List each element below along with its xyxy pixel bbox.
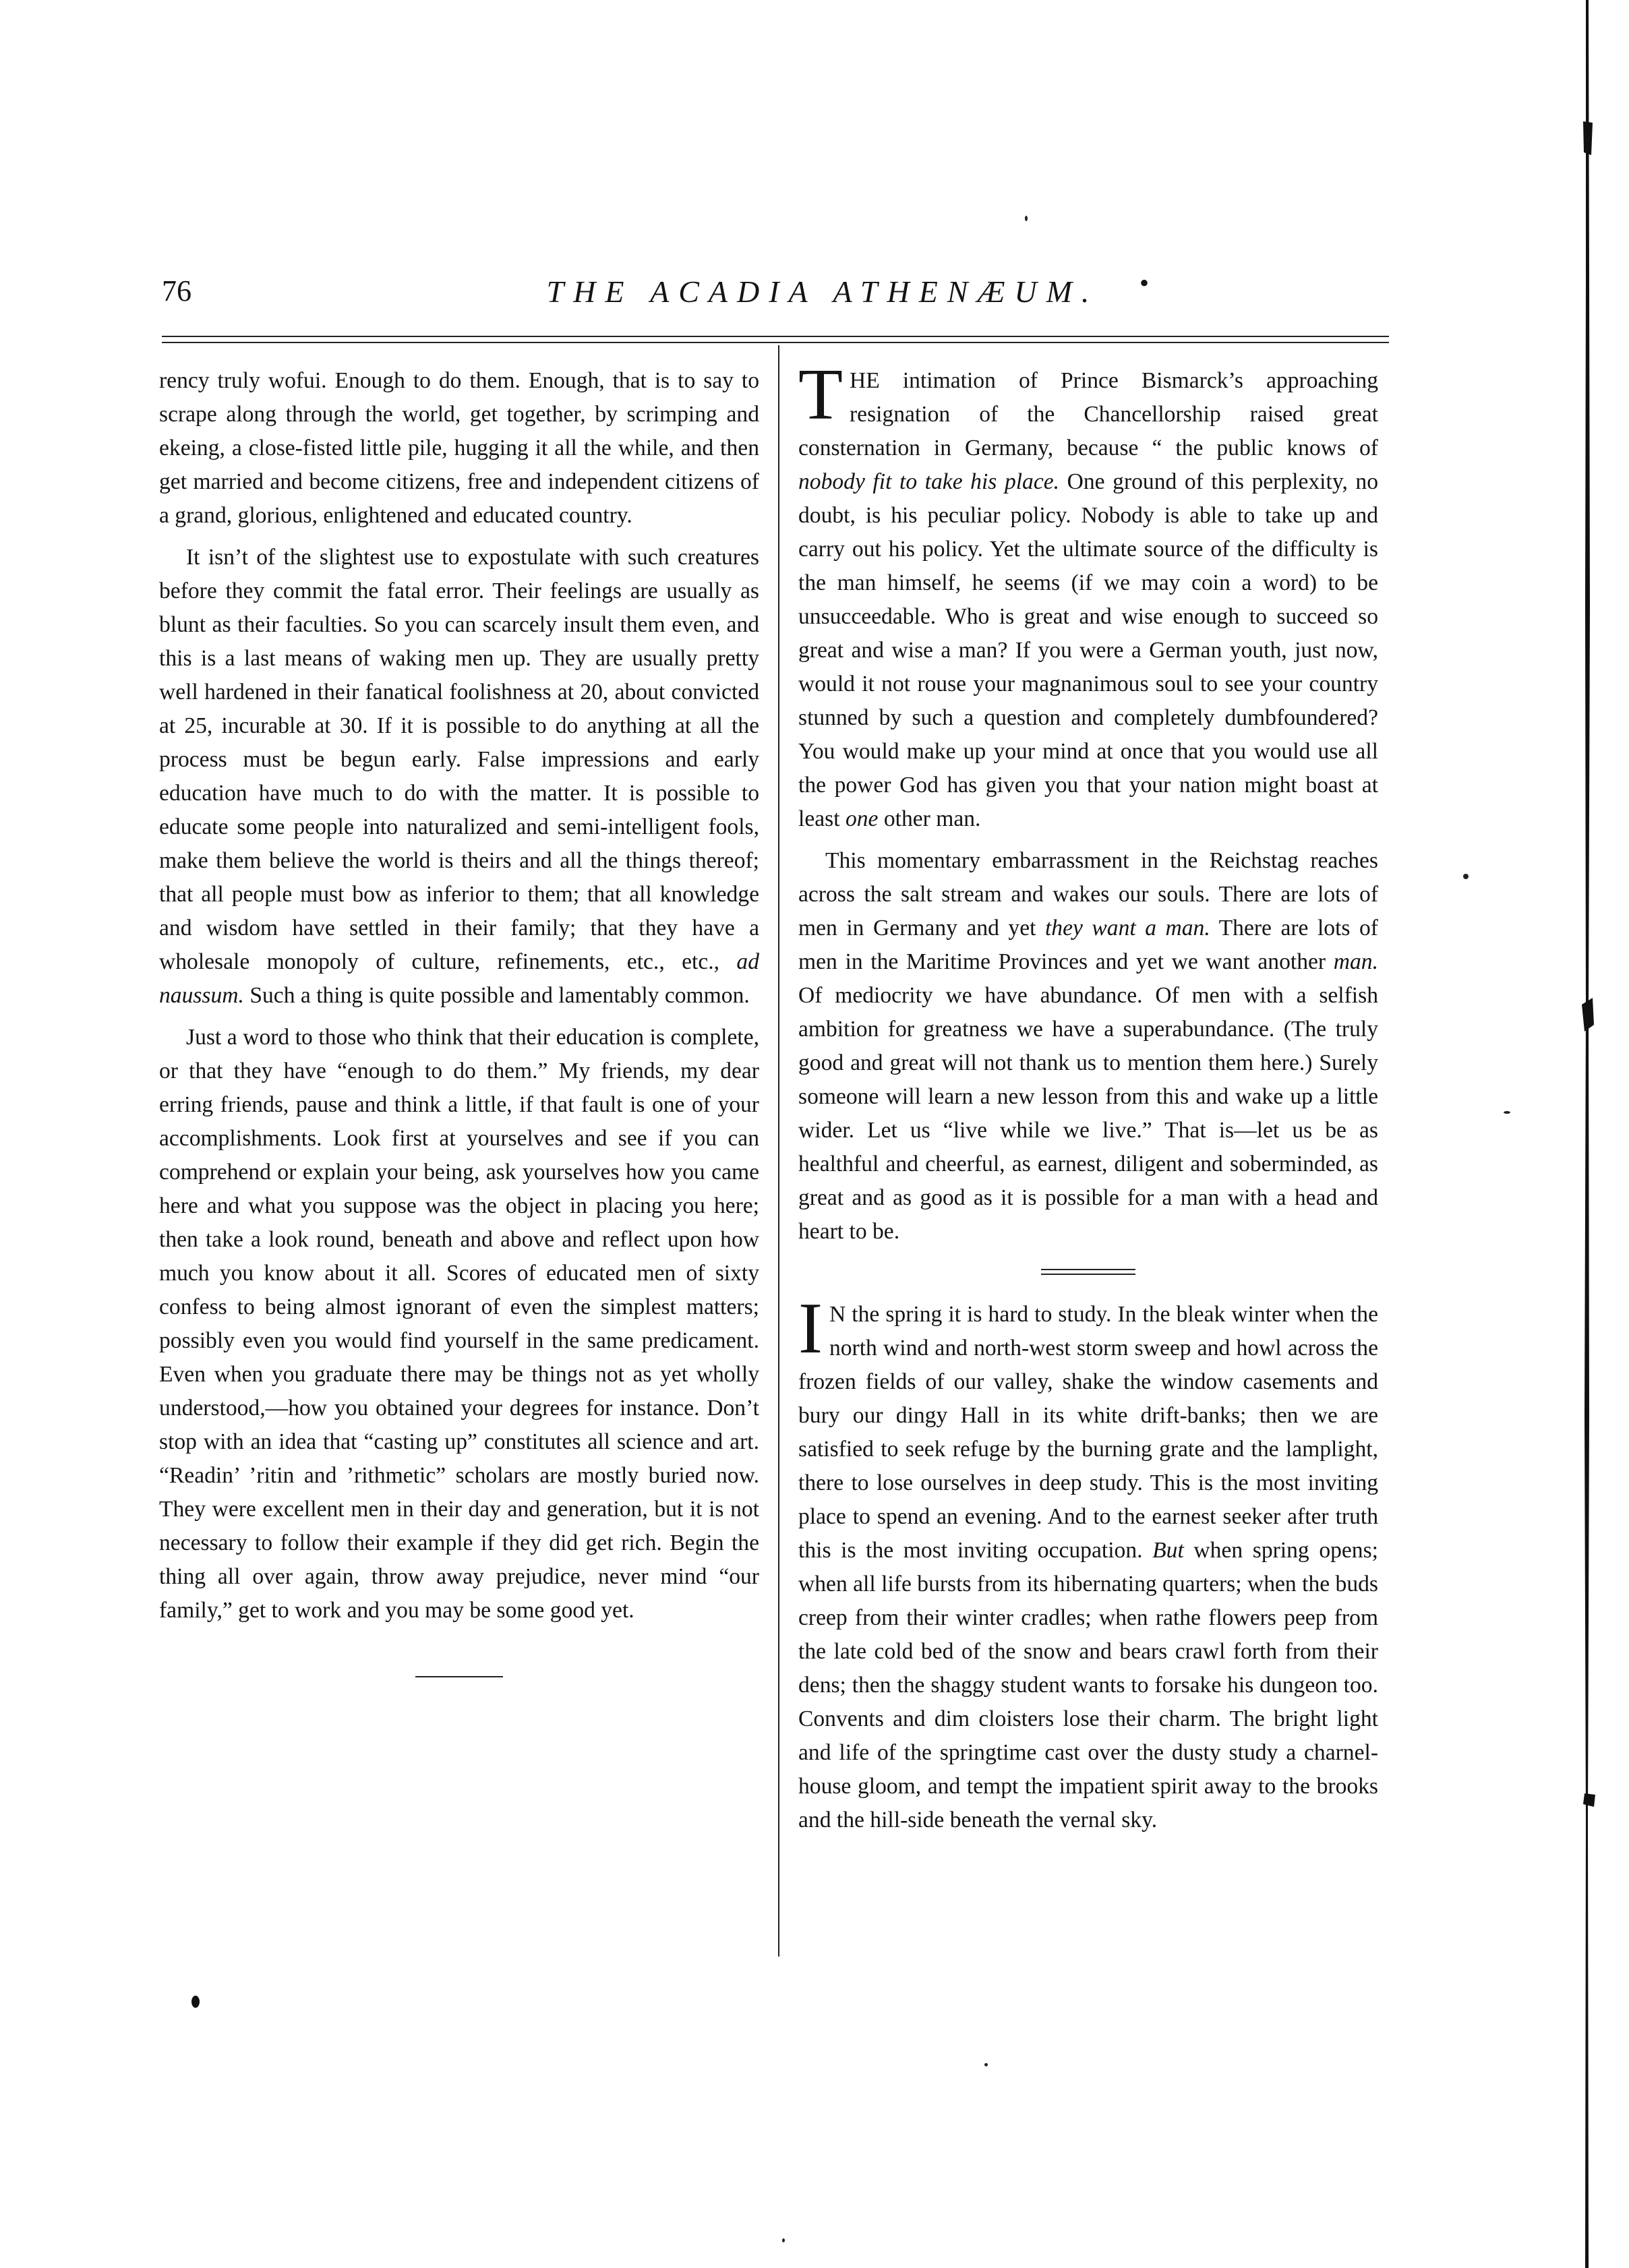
column-divider bbox=[778, 345, 779, 1957]
bismarck-p2-text-a: This momentary embarrassment in the Reichstag reaches across the salt stream and wakes our souls. There are lots of men in Germany and yet bbox=[798, 848, 1378, 941]
bismarck-paragraph-2 bbox=[798, 844, 1378, 1249]
left-paragraph-2-end: Such a thing is quite possible and lamentably common. bbox=[249, 983, 750, 1008]
left-paragraph-2-italic: ad naussum. bbox=[159, 949, 759, 1008]
header-ornament: • bbox=[1139, 268, 1150, 298]
margin-bullet bbox=[191, 1996, 200, 2008]
left-paragraph-3: Just a word to those who think that their education is complete, or that they have “enough to do them.” My friends, my dear erring friends, pause and think a little, if that fault is one of your accomplishments. Look first at yourselves and see if you can comprehend or explain your being, ask yourselves how you came here and what you suppose was the object in placing you here; then take a look round, beneath and above and reflect upon how much you know about it all. Scores of educated men of sixty confess to being almost ignorant of even the simplest matters; possibly even you would find yourself in the same predicament. Even when you graduate there may be things not as yet wholly understood,—how you obtained your degrees for instance. Don’t stop with an idea that “casting up” constitutes all science and art. “Readin’ ’ritin and ’rithmetic” scholars are mostly buried now. They were excellent men in their day and generation, but it is not necessary to follow their example if they did get rich. Begin the thing all over again, throw away prejudice, never mind “our family,” get to work and you may be some good yet. bbox=[159, 1025, 759, 1623]
left-paragraph-1: rency truly wofui. Enough to do them. Enough, that is to say to scrape along through the world, get together, by scrimping and ekeing, a close-fisted little pile, hugging it all the while, and then get married and become citizens, free and independent citizens of a grand, glorious, enlightened and educated country. bbox=[159, 368, 759, 528]
bismarck-italic-a: nobody fit to take his place. bbox=[798, 469, 1060, 494]
running-header bbox=[162, 270, 1389, 324]
page-number: 76 bbox=[162, 274, 191, 307]
spring-paragraph-1 bbox=[798, 1288, 1378, 1837]
spring-italic: But bbox=[1152, 1538, 1184, 1563]
right-column bbox=[798, 355, 1378, 1837]
end-rule bbox=[415, 1676, 503, 1677]
bismarck-p2-italic-a: they want a man. bbox=[1044, 916, 1210, 941]
running-title: THE ACADIA ATHENÆUM. bbox=[546, 274, 1099, 309]
bismarck-paragraph-1 bbox=[798, 355, 1378, 836]
spring-text-b: when spring opens; when all life bursts from its hibernating quarters; when the buds creep from their winter cradles; when rathe flowers peep from the late cold bed of the snow and bears crawl forth from their dens; then the shaggy student wants to forsake his dungeon too. Convents and dim cloisters lose their charm. The bright light and life of the springtime cast over the dusty study a charnel-house gloom, and tempt the impatient spirit away to the brooks and the hill-side beneath the vernal sky. bbox=[798, 1538, 1378, 1832]
bismarck-text-a: HE intimation of Prince Bismarck’s approaching resignation of the Chancellorship raised great consternation in Germany, because “ the public knows of bbox=[798, 368, 1378, 460]
drop-cap-t: T bbox=[798, 355, 843, 435]
bismarck-text-b: One ground of this perplexity, no doubt, is his peculiar policy. Nobody is able to take up and carry out his policy. Yet the ultimate source of the difficulty is the man himself, he seems (if we may coin a word) to be unsucceedable. Who is great and wise enough to succeed so great and wise a man? If you were a German youth, just now, would it not rouse your magnanimous soul to see your country stunned by such a question and completely dumbfoundered? You would make up your mind at once that you would use all the power God has given you that your nation might boast at least bbox=[798, 469, 1378, 831]
bismarck-text-c: other man. bbox=[883, 806, 981, 831]
left-column bbox=[159, 364, 759, 1677]
article-spring bbox=[798, 1288, 1378, 1837]
drop-cap-i: I bbox=[798, 1288, 823, 1369]
bismarck-p2-italic-b: man. bbox=[1333, 949, 1378, 974]
left-paragraph-2-text: It isn’t of the slightest use to expostulate with such creatures before they commit the fatal error. Their feelings are usually as blunt as their faculties. So you can scarcely insult them even, and this is a last means of waking men up. They are usually pretty well hardened in their fanatical foolishness at 20, about convicted at 25, incurable at 30. If it is possible to do anything at all the process must be begun early. False impressions and early education have much to do with the matter. It is possible to educate some people into naturalized and semi-intelligent fools, make them believe the world is theirs and all the things thereof; that all people must bow as inferior to them; that all knowledge and wisdom have settled in their family; that they have a wholesale monopoly of culture, refinements, etc., etc., bbox=[159, 545, 759, 974]
section-separator bbox=[1041, 1269, 1135, 1275]
bismarck-p2-text-b: There are lots of men in the Maritime Provinces and yet we want another bbox=[798, 916, 1378, 974]
left-paragraph-2 bbox=[159, 541, 759, 1013]
spring-text-a: N the spring it is hard to study. In the bleak winter when the north wind and north-west storm sweep and howl across the frozen fields of our valley, shake the window casements and bury our dingy Hall in its white drift-banks; then we are satisfied to seek refuge by the burning grate and the lamplight, there to lose ourselves in deep study. This is the most inviting place to spend an evening. And to the earnest seeker after truth this is the most inviting occupation. bbox=[798, 1302, 1378, 1563]
article-bismarck bbox=[798, 355, 1378, 1249]
bismarck-p2-text-c: Of mediocrity we have abundance. Of men with a selfish ambition for greatness we have a superabundance. (The truly good and great will not thank us to mention them here.) Surely someone will learn a new lesson from this and wake up a little wider. Let us “live while we live.” That is—let us be as healthful and cheerful, as earnest, diligent and soberminded, as great and as good as it is possible for a man with a head and heart to be. bbox=[798, 983, 1378, 1244]
binding-edge bbox=[1578, 0, 1598, 2268]
header-double-rule bbox=[162, 336, 1389, 343]
bismarck-italic-b: one bbox=[845, 806, 879, 831]
